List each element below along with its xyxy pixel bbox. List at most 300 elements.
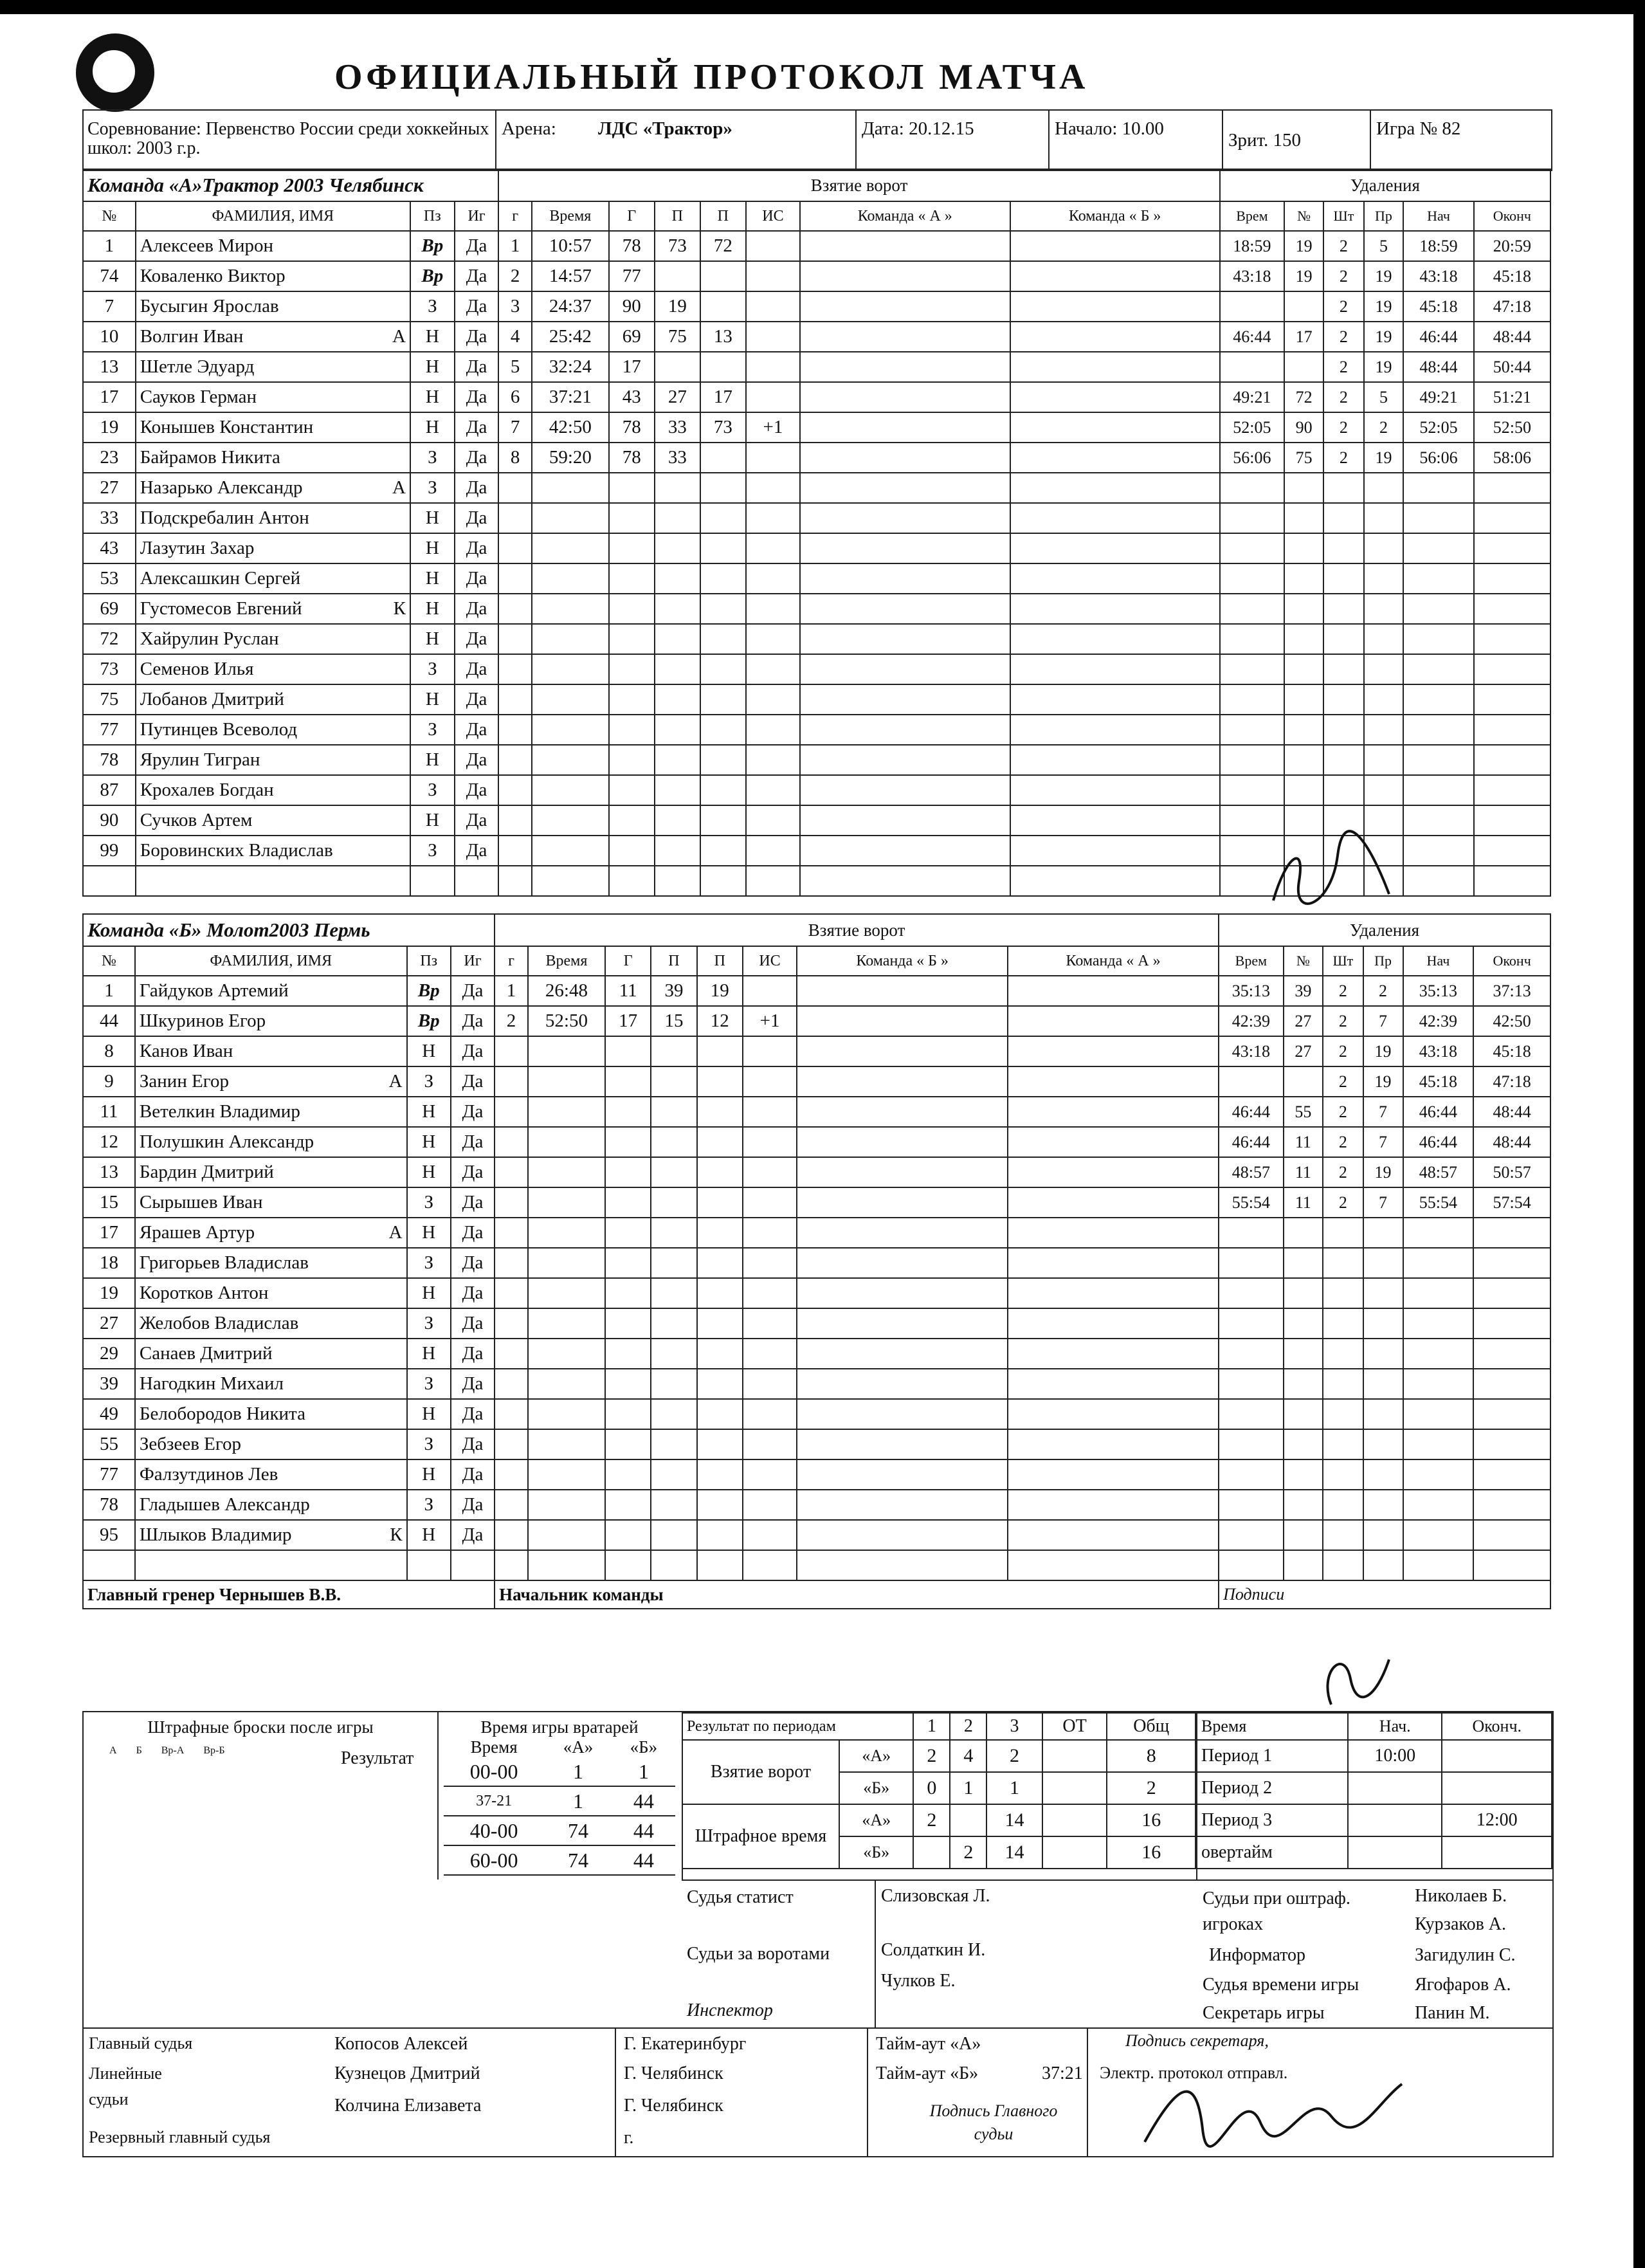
penalty-s: 18:59 xyxy=(1403,231,1473,261)
goal-g xyxy=(498,715,532,745)
penalty-t xyxy=(1219,1459,1284,1490)
player-name xyxy=(135,1339,407,1369)
player-name-text: Алексашкин Сергей xyxy=(140,568,301,589)
goal-strength-opp xyxy=(1008,1157,1219,1187)
goal-p2 xyxy=(700,563,746,594)
player-position: З xyxy=(407,1429,451,1459)
goal-time xyxy=(532,684,609,715)
goal-strength-opp xyxy=(1010,836,1220,866)
penalty-t xyxy=(1220,775,1284,805)
goal-strength-opp xyxy=(1010,563,1220,594)
penalty-t xyxy=(1220,745,1284,775)
table-row xyxy=(83,291,1550,322)
goal-judges-label: Судьи за воротами xyxy=(687,1944,830,1964)
period-results-panel xyxy=(682,1712,1197,1879)
penalty-s xyxy=(1403,1429,1474,1459)
period-col: ОТ xyxy=(1042,1713,1107,1740)
player-position: Н xyxy=(410,503,455,533)
penalty-pr xyxy=(1364,503,1404,533)
period-value: 8 xyxy=(1107,1740,1195,1772)
penalty-e xyxy=(1474,473,1550,503)
penalty-pr xyxy=(1363,1308,1403,1339)
penalty-n: 11 xyxy=(1284,1157,1323,1187)
table-row xyxy=(83,775,1550,805)
player-name-text: Подскребалин Антон xyxy=(140,508,309,528)
penalty-pr: 19 xyxy=(1364,443,1404,473)
penalty-sh xyxy=(1323,1218,1363,1248)
penalty-n xyxy=(1284,1399,1323,1429)
table-row xyxy=(83,1429,1550,1459)
goal-p1 xyxy=(651,1369,696,1399)
goalie-col: «Б» xyxy=(630,1737,658,1757)
penalty-sh xyxy=(1323,1399,1363,1429)
penalty-e: 48:44 xyxy=(1473,1127,1550,1157)
player-number: 27 xyxy=(83,473,136,503)
goal-g xyxy=(609,775,655,805)
penalty-sh: 2 xyxy=(1323,412,1363,443)
goal-g: 1 xyxy=(495,976,528,1006)
player-position xyxy=(407,1550,451,1580)
goalie-col: Время xyxy=(470,1737,518,1757)
goal-g xyxy=(498,473,532,503)
column-header: Команда « А » xyxy=(1008,946,1219,976)
column-header: П xyxy=(651,946,696,976)
player-played: Да xyxy=(455,443,499,473)
penalty-e: 50:44 xyxy=(1474,352,1550,382)
penalty-e: 52:50 xyxy=(1474,412,1550,443)
team-a-penalties-title: Удаления xyxy=(1220,169,1550,201)
penalty-sh xyxy=(1323,503,1363,533)
goal-strength-own xyxy=(797,1339,1008,1369)
penalty-e: 48:44 xyxy=(1473,1097,1550,1127)
penalty-e xyxy=(1473,1550,1550,1580)
goal-strength-own xyxy=(797,1036,1008,1066)
goal-p2 xyxy=(697,1490,743,1520)
player-position: З xyxy=(410,654,455,684)
goal-time: 24:37 xyxy=(532,291,609,322)
team-b-title: Команда «Б» Молот2003 Пермь xyxy=(83,914,495,946)
penalty-sh: 2 xyxy=(1323,1097,1363,1127)
column-header: Иг xyxy=(455,201,499,231)
period-team: «Б» xyxy=(839,1772,913,1804)
period-team: «А» xyxy=(839,1804,913,1836)
goal-time: 14:57 xyxy=(532,261,609,291)
reserve-city: г. xyxy=(624,2128,634,2148)
column-header: Время xyxy=(528,946,605,976)
period-col: 2 xyxy=(950,1713,986,1740)
goal-time: 10:57 xyxy=(532,231,609,261)
player-name xyxy=(135,1127,407,1157)
goal-g xyxy=(605,1066,651,1097)
penalty-sh: 2 xyxy=(1323,352,1363,382)
goal-strength-own xyxy=(800,473,1010,503)
penalty-n xyxy=(1284,1278,1323,1308)
periods-title: Результат по периодам xyxy=(682,1713,913,1740)
player-position: Н xyxy=(410,594,455,624)
penalty-pr xyxy=(1363,1459,1403,1490)
period-value: 1 xyxy=(950,1772,986,1804)
goal-time: 52:50 xyxy=(528,1006,605,1036)
goal-time: 59:20 xyxy=(532,443,609,473)
penalty-pr: 5 xyxy=(1364,231,1404,261)
penalty-e xyxy=(1473,1399,1550,1429)
goal-strength-opp xyxy=(1010,684,1220,715)
goal-p2 xyxy=(697,1369,743,1399)
penalty-t: 18:59 xyxy=(1220,231,1284,261)
goal-strength-opp xyxy=(1008,1339,1219,1369)
table-row xyxy=(83,976,1550,1006)
player-position: Вр xyxy=(410,261,455,291)
goal-p2 xyxy=(700,715,746,745)
player-name-text: Григорьев Владислав xyxy=(139,1252,309,1273)
goal-g xyxy=(605,1036,651,1066)
player-played: Да xyxy=(451,1399,495,1429)
goal-time xyxy=(532,594,609,624)
penalty-s xyxy=(1403,745,1473,775)
player-name-text: Назарько Александр xyxy=(140,477,303,498)
penalty-sh xyxy=(1323,563,1363,594)
penalty-e xyxy=(1473,1520,1550,1550)
penalty-sh xyxy=(1323,533,1363,563)
goal-strength-own xyxy=(797,1066,1008,1097)
player-name-text: Сучков Артем xyxy=(140,810,253,830)
goal-strength-own xyxy=(800,443,1010,473)
goal-strength-opp xyxy=(1010,715,1220,745)
column-header: П xyxy=(700,201,746,231)
goal-g xyxy=(609,715,655,745)
penalty-t xyxy=(1219,1248,1284,1278)
player-number: 33 xyxy=(83,503,136,533)
column-header: Команда « Б » xyxy=(797,946,1008,976)
goal-p2 xyxy=(697,1520,743,1550)
player-position: З xyxy=(407,1066,451,1097)
goal-g: 8 xyxy=(498,443,532,473)
penalty-t xyxy=(1219,1369,1284,1399)
goal-g xyxy=(498,563,532,594)
penalty-e xyxy=(1474,715,1550,745)
column-header: ФАМИЛИЯ, ИМЯ xyxy=(135,946,407,976)
penalty-t xyxy=(1220,684,1284,715)
goal-g xyxy=(498,624,532,654)
goalie-a: 74 xyxy=(544,1816,612,1845)
goal-strength-opp xyxy=(1008,1066,1219,1097)
period-value: 14 xyxy=(986,1836,1042,1869)
goal-strength-opp xyxy=(1008,1278,1219,1308)
penalty-s: 43:18 xyxy=(1403,261,1473,291)
table-row xyxy=(83,1550,1550,1580)
goal-g xyxy=(498,533,532,563)
player-position: Н xyxy=(410,684,455,715)
player-role: К xyxy=(393,598,406,619)
penalty-n xyxy=(1284,1550,1323,1580)
goal-p2 xyxy=(700,503,746,533)
penalty-sh: 2 xyxy=(1323,231,1363,261)
penalty-e: 45:18 xyxy=(1474,261,1550,291)
table-row xyxy=(83,1399,1550,1429)
table-row xyxy=(83,1339,1550,1369)
goal-p2 xyxy=(697,1036,743,1066)
goal-p2: 13 xyxy=(700,322,746,352)
goal-strength-own xyxy=(800,775,1010,805)
period-value xyxy=(1042,1804,1107,1836)
goal-g xyxy=(605,1369,651,1399)
secretary-sign-label: Подпись секретаря, xyxy=(1125,2031,1269,2050)
player-position: З xyxy=(410,836,455,866)
goal-strength-own xyxy=(800,654,1010,684)
penalty-n xyxy=(1284,1066,1323,1097)
table-row xyxy=(83,1218,1550,1248)
player-name xyxy=(135,1006,407,1036)
goal-strength-opp xyxy=(1008,1550,1219,1580)
player-position: З xyxy=(407,1187,451,1218)
period-time-label: овертайм xyxy=(1197,1836,1348,1869)
player-role: А xyxy=(392,326,406,347)
goal-strength-own xyxy=(800,261,1010,291)
goal-is xyxy=(746,352,800,382)
column-header: г xyxy=(498,201,532,231)
penalty-e xyxy=(1474,805,1550,836)
period-time-end xyxy=(1442,1772,1552,1804)
goal-strength-own xyxy=(797,1006,1008,1036)
penalty-s xyxy=(1403,473,1473,503)
player-played: Да xyxy=(455,322,499,352)
column-header: Время xyxy=(532,201,609,231)
team-a-signature xyxy=(1260,830,1415,920)
period-time-label: Период 2 xyxy=(1197,1772,1348,1804)
player-name-text: Желобов Владислав xyxy=(139,1313,299,1333)
player-number: 44 xyxy=(83,1006,135,1036)
penalty-n: 55 xyxy=(1284,1097,1323,1127)
penalty-t xyxy=(1219,1339,1284,1369)
player-played: Да xyxy=(451,1127,495,1157)
penalty-e xyxy=(1474,836,1550,866)
player-name xyxy=(136,533,410,563)
player-played: Да xyxy=(451,1278,495,1308)
penalty-sh xyxy=(1323,1520,1363,1550)
goal-is xyxy=(743,1520,797,1550)
column-header: Иг xyxy=(451,946,495,976)
goal-p1 xyxy=(651,1459,696,1490)
goal-p1 xyxy=(655,745,700,775)
penalty-sh: 2 xyxy=(1323,976,1363,1006)
player-name-text: Путинцев Всеволод xyxy=(140,719,298,740)
column-header: Нач xyxy=(1403,946,1474,976)
goal-g xyxy=(495,1429,528,1459)
table-row xyxy=(83,715,1550,745)
penalty-t xyxy=(1220,624,1284,654)
goal-time xyxy=(528,1550,605,1580)
goal-p1 xyxy=(651,1490,696,1520)
player-name xyxy=(135,1369,407,1399)
player-number: 90 xyxy=(83,805,136,836)
goal-strength-own xyxy=(800,503,1010,533)
player-number: 13 xyxy=(83,352,136,382)
player-name-text: Волгин Иван xyxy=(140,326,244,347)
goal-g xyxy=(605,1550,651,1580)
penalty-e xyxy=(1474,745,1550,775)
period-value: 2 xyxy=(913,1740,950,1772)
player-name xyxy=(136,654,410,684)
player-name-text: Белобородов Никита xyxy=(139,1404,305,1424)
player-number: 69 xyxy=(83,594,136,624)
goal-strength-own xyxy=(800,866,1010,896)
goal-g: 6 xyxy=(498,382,532,412)
table-row xyxy=(83,322,1550,352)
column-header: № xyxy=(83,946,135,976)
goal-strength-own xyxy=(797,1157,1008,1187)
player-number: 77 xyxy=(83,1459,135,1490)
goal-is xyxy=(743,1187,797,1218)
player-name xyxy=(135,1308,407,1339)
penalty-sh xyxy=(1323,1308,1363,1339)
player-number: 23 xyxy=(83,443,136,473)
goal-p2 xyxy=(697,1187,743,1218)
goal-g xyxy=(609,594,655,624)
penalty-e xyxy=(1473,1278,1550,1308)
penalty-s xyxy=(1403,1248,1474,1278)
penalty-t xyxy=(1220,654,1284,684)
penalty-n xyxy=(1284,563,1323,594)
penalty-e xyxy=(1473,1429,1550,1459)
penalty-sh: 2 xyxy=(1323,382,1363,412)
period-time-start: 10:00 xyxy=(1348,1740,1442,1772)
player-played: Да xyxy=(451,1520,495,1550)
player-played: Да xyxy=(451,1157,495,1187)
penalty-n xyxy=(1284,1490,1323,1520)
goal-p2: 19 xyxy=(697,976,743,1006)
player-position: Н xyxy=(407,1157,451,1187)
player-number: 9 xyxy=(83,1066,135,1097)
period-team: «Б» xyxy=(839,1836,913,1869)
player-played: Да xyxy=(451,1369,495,1399)
player-name-text: Сауков Герман xyxy=(140,387,257,407)
goal-g xyxy=(495,1157,528,1187)
period-team: «А» xyxy=(839,1740,913,1772)
goal-g xyxy=(495,1520,528,1550)
shootout-result: Результат xyxy=(341,1748,414,1768)
penalty-sh: 2 xyxy=(1323,261,1363,291)
penalty-s xyxy=(1403,1308,1474,1339)
player-position: З xyxy=(410,443,455,473)
goal-g xyxy=(609,533,655,563)
player-played: Да xyxy=(455,231,499,261)
penalty-t xyxy=(1220,503,1284,533)
table-row xyxy=(83,503,1550,533)
goal-strength-opp xyxy=(1008,1308,1219,1339)
penalty-n xyxy=(1284,1520,1323,1550)
goal-is xyxy=(746,715,800,745)
penalty-t xyxy=(1220,563,1284,594)
player-role: К xyxy=(390,1524,403,1545)
goal-g xyxy=(498,745,532,775)
column-header: Пр xyxy=(1363,946,1403,976)
goal-time xyxy=(528,1369,605,1399)
penalty-sh xyxy=(1323,775,1363,805)
goal-strength-opp xyxy=(1010,866,1220,896)
player-position: Н xyxy=(407,1036,451,1066)
player-number: 78 xyxy=(83,745,136,775)
goal-p2 xyxy=(700,684,746,715)
player-name xyxy=(136,624,410,654)
goal-strength-opp xyxy=(1010,261,1220,291)
player-number: 8 xyxy=(83,1036,135,1066)
player-name xyxy=(136,775,410,805)
linesman-1-city: Г. Челябинск xyxy=(624,2063,723,2083)
goal-time xyxy=(532,563,609,594)
player-name-text: Лазутин Захар xyxy=(140,538,255,558)
goal-strength-opp xyxy=(1010,624,1220,654)
penalty-pr xyxy=(1364,533,1404,563)
table-row xyxy=(83,1248,1550,1278)
period-time-col: Нач. xyxy=(1348,1713,1442,1740)
goal-is: +1 xyxy=(743,1006,797,1036)
player-played: Да xyxy=(451,1490,495,1520)
goalie-b: 44 xyxy=(612,1845,675,1875)
goal-p1: 15 xyxy=(651,1006,696,1036)
player-name xyxy=(136,684,410,715)
goal-p2 xyxy=(700,624,746,654)
goal-strength-opp xyxy=(1010,352,1220,382)
goal-p1 xyxy=(655,775,700,805)
player-position: Н xyxy=(407,1459,451,1490)
goal-g xyxy=(498,684,532,715)
player-name-text: Полушкин Александр xyxy=(139,1131,314,1152)
column-header: Шт xyxy=(1323,201,1363,231)
player-played: Да xyxy=(455,503,499,533)
penalty-n xyxy=(1284,775,1323,805)
penalty-pr: 19 xyxy=(1364,322,1404,352)
goal-p2 xyxy=(700,261,746,291)
goal-p2 xyxy=(700,473,746,503)
player-position: З xyxy=(407,1308,451,1339)
penalty-pr xyxy=(1364,654,1404,684)
table-row xyxy=(83,1097,1550,1127)
penalty-s: 49:21 xyxy=(1403,382,1473,412)
goal-g xyxy=(605,1218,651,1248)
linesman-1: Кузнецов Дмитрий xyxy=(334,2063,480,2083)
goal-time xyxy=(532,715,609,745)
penalty-box-1: Николаев Б. xyxy=(1415,1886,1507,1906)
penalty-box-2: Курзаков А. xyxy=(1415,1914,1507,1934)
goal-p2: 17 xyxy=(700,382,746,412)
goal-strength-own xyxy=(800,836,1010,866)
penalty-n: 75 xyxy=(1284,443,1323,473)
goal-p1 xyxy=(651,1157,696,1187)
penalty-pr xyxy=(1364,473,1404,503)
goal-strength-opp xyxy=(1010,775,1220,805)
goal-strength-opp xyxy=(1008,1097,1219,1127)
goal-g: 77 xyxy=(609,261,655,291)
goal-time xyxy=(528,1066,605,1097)
goal-g xyxy=(495,1399,528,1429)
penalty-n xyxy=(1284,624,1323,654)
player-name xyxy=(135,1248,407,1278)
column-header: № xyxy=(1284,946,1323,976)
goal-g xyxy=(495,1490,528,1520)
player-position: Н xyxy=(407,1339,451,1369)
goal-is xyxy=(746,231,800,261)
penalty-s xyxy=(1403,1490,1474,1520)
table-row xyxy=(83,1187,1550,1218)
player-name-text: Семенов Илья xyxy=(140,659,254,679)
goal-strength-own xyxy=(797,1429,1008,1459)
penalty-n: 39 xyxy=(1284,976,1323,1006)
goal-p2 xyxy=(697,1399,743,1429)
penalty-n xyxy=(1284,1308,1323,1339)
penalty-sh xyxy=(1323,1369,1363,1399)
goal-g: 78 xyxy=(609,443,655,473)
goal-p2 xyxy=(700,533,746,563)
